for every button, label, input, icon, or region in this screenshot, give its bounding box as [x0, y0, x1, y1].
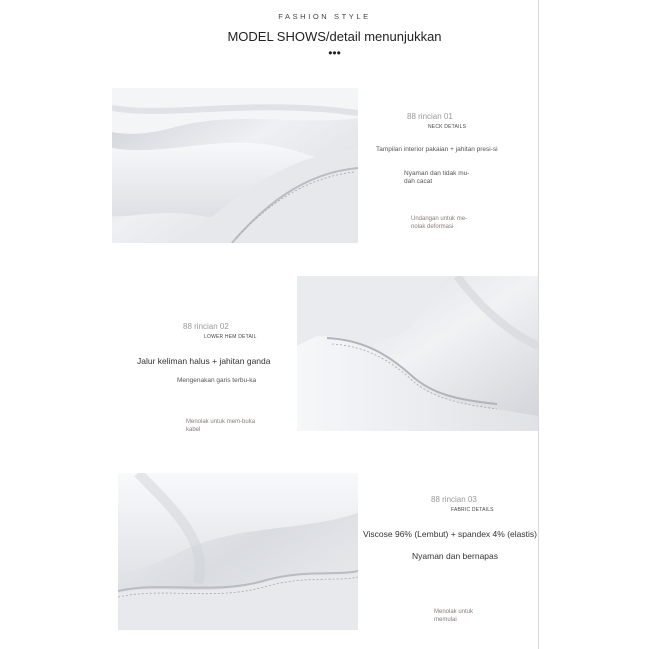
- detail-3-subtitle: FABRIC DETAILS: [451, 507, 494, 513]
- detail-3-desc-1: Viscose 96% (Lembut) + spandex 4% (elastis): [363, 529, 537, 539]
- detail-2-number: 88 rincian 02: [183, 322, 229, 331]
- hem-detail-photo: [297, 276, 538, 431]
- detail-1-subtitle: NECK DETAILS: [428, 124, 467, 130]
- detail-1-number: 88 rincian 01: [407, 112, 453, 121]
- detail-1-desc-2: Nyaman dan tidak mu-dah cacat: [404, 170, 470, 185]
- detail-2-desc-1: Jalur keliman halus + jahitan ganda: [137, 356, 271, 366]
- detail-3-number: 88 rincian 03: [431, 495, 477, 504]
- detail-2-desc-2: Mengenakan garis terbu-ka: [177, 377, 257, 384]
- divider-line: [538, 0, 539, 649]
- detail-3-desc-2: Nyaman dan bernapas: [412, 551, 499, 561]
- detail-1-note: Undangan untuk me-nolak deformasi: [411, 216, 468, 230]
- dots-ornament: •••: [328, 46, 341, 60]
- detail-3-note: Menolak untuk memulai: [434, 609, 474, 623]
- header-style-label: FASHION STYLE: [278, 12, 371, 21]
- detail-2-note: Menolak untuk mem-buka kabel: [186, 419, 256, 433]
- fabric-detail-photo: [118, 473, 358, 630]
- neck-detail-photo: [112, 88, 358, 243]
- detail-1-desc-1: Tampilan interior pakaian + jahitan presi-si: [376, 146, 498, 153]
- page-title: MODEL SHOWS/detail menunjukkan: [227, 29, 442, 44]
- detail-2-subtitle: LOWER HEM DETAIL: [204, 334, 257, 340]
